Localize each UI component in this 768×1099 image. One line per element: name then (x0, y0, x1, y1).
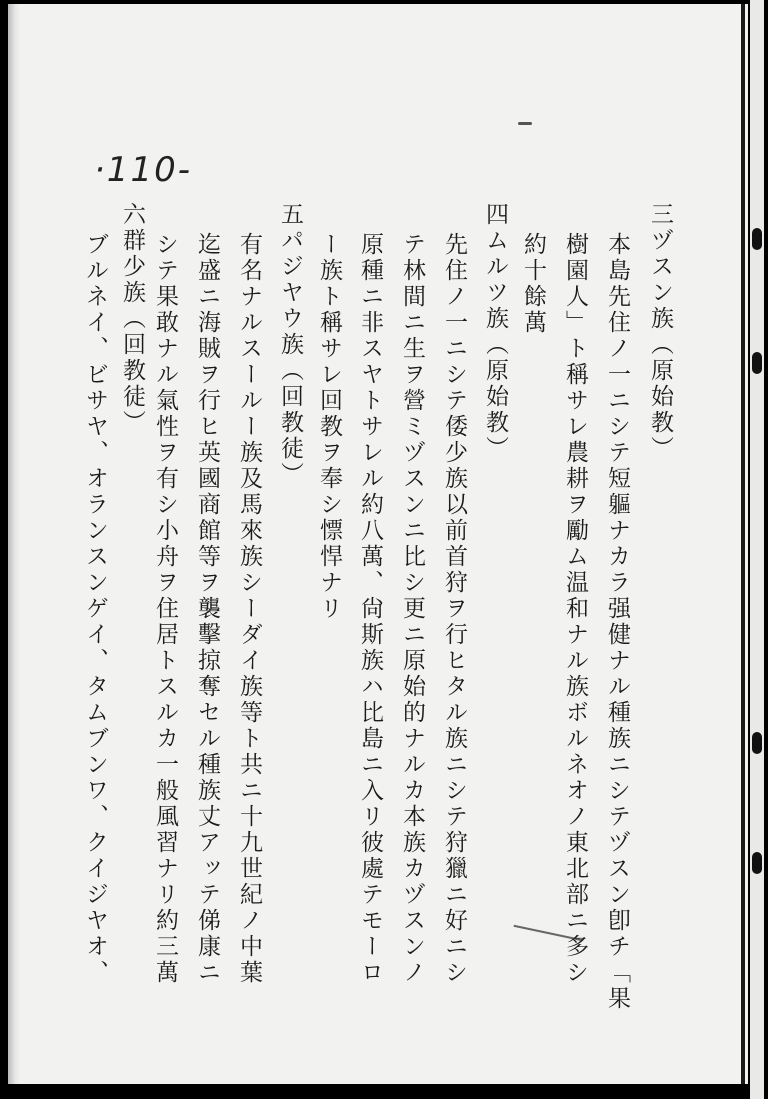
text-column: 有名ナルスールー族及馬來族シーダイ族等ト共ニ十九世紀ノ中葉 (236, 232, 262, 986)
section-4-heading: 四ムルツ族（原始教） (482, 202, 508, 462)
binding-hole (752, 852, 762, 874)
section-6-heading: 六群少族（回教徒） (119, 202, 145, 436)
text-column: 樹園人」ト稱サレ農耕ヲ勵ム温和ナル族ボルネオノ東北部ニ多シ (562, 232, 588, 986)
binding-hole (752, 732, 762, 754)
binding-hole (752, 352, 762, 374)
binding-strip (750, 0, 764, 1099)
text-column: 原種ニ非スヤトサレル約八萬、尙斯族ハ比島ニ入リ彼處テモーロ (357, 232, 383, 986)
document-page (8, 4, 748, 1084)
binding-hole (752, 228, 762, 250)
section-3-heading: 三ヅスン族（原始教） (647, 202, 673, 462)
text-column: 約十餘萬 (520, 232, 546, 336)
page-edge-shadow (8, 4, 20, 1084)
ink-smudge (518, 122, 532, 125)
text-column: ブルネイ、ビサヤ、オランスンゲイ、タムブンワ、クイジヤオ、 (82, 232, 108, 986)
page-number: ·110- (94, 150, 192, 190)
section-5-heading: 五パジヤウ族（回教徒） (277, 202, 303, 488)
text-column: ー族ト稱サレ回教ヲ奉シ慓悍ナリ (316, 232, 342, 622)
text-column: 本島先住ノ一ニシテ短軀ナカラ强健ナル種族ニシテヅスン卽チ「果 (604, 232, 630, 1012)
text-column: 先住ノ一ニシテ倭少族以前首狩ヲ行ヒタル族ニシテ狩獵ニ好ニシ (441, 232, 467, 986)
text-column: 迄盛ニ海賊ヲ行ヒ英國商館等ヲ襲擊掠奪セル種族丈アッテ俤康ニ (194, 232, 220, 986)
text-column: シテ果敢ナル氣性ヲ有シ小舟ヲ住居トスルカ一般風習ナリ約三萬 (152, 232, 178, 986)
binding-line (741, 4, 745, 1084)
text-column: テ林間ニ生ヲ營ミヅスンニ比シ更ニ原始的ナルカ本族カヅスンノ (399, 232, 425, 986)
